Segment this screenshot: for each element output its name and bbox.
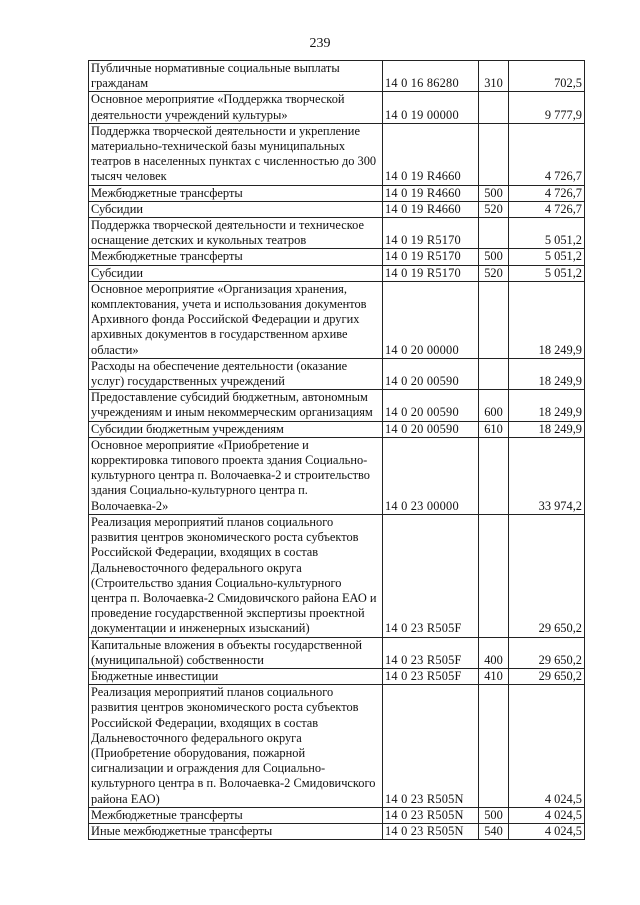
row-vr-cell: 310 bbox=[479, 61, 509, 92]
row-sum-cell: 702,5 bbox=[509, 61, 585, 92]
row-sum-cell: 18 249,9 bbox=[509, 358, 585, 389]
row-sum-cell: 18 249,9 bbox=[509, 390, 585, 421]
row-name-cell: Основное мероприятие «Организация хранения, комплектования, учета и использования документов Архивного фонда Российской Федерации и других архивных документов в государственном архиве области» bbox=[89, 281, 383, 358]
page-number: 239 bbox=[309, 36, 331, 51]
row-sum-cell: 4 024,5 bbox=[509, 807, 585, 823]
table-row bbox=[89, 668, 585, 684]
row-vr-cell: 520 bbox=[479, 265, 509, 281]
row-vr-cell: 500 bbox=[479, 249, 509, 265]
row-vr-cell: 610 bbox=[479, 421, 509, 437]
row-name-cell: Иные межбюджетные трансферты bbox=[89, 823, 383, 839]
row-name-cell: Межбюджетные трансферты bbox=[89, 185, 383, 201]
row-name-cell: Поддержка творческой деятельности и укрепление материально-технической базы муниципальных театров в населенных пунктах с численностью до 300 тысяч человек bbox=[89, 123, 383, 185]
budget-table bbox=[88, 60, 585, 840]
table-row bbox=[89, 390, 585, 421]
row-vr-cell: 500 bbox=[479, 807, 509, 823]
row-vr-cell bbox=[479, 358, 509, 389]
row-code-cell: 14 0 19 R5170 bbox=[383, 218, 479, 249]
row-code-cell: 14 0 23 00000 bbox=[383, 437, 479, 514]
row-code-cell: 14 0 20 00590 bbox=[383, 358, 479, 389]
row-name-cell: Субсидии bbox=[89, 265, 383, 281]
table-row bbox=[89, 437, 585, 514]
row-vr-cell bbox=[479, 218, 509, 249]
row-name-cell: Основное мероприятие «Приобретение и корректировка типового проекта здания Социально-культурного центра п. Волочаевка-2 и строительство здания Социально-культурного центра п. Волочаевка-2» bbox=[89, 437, 383, 514]
row-vr-cell bbox=[479, 685, 509, 808]
row-sum-cell: 4 726,7 bbox=[509, 123, 585, 185]
row-name-cell: Субсидии bbox=[89, 201, 383, 217]
row-sum-cell: 29 650,2 bbox=[509, 514, 585, 637]
table-row bbox=[89, 201, 585, 217]
row-name-cell: Публичные нормативные социальные выплаты гражданам bbox=[89, 61, 383, 92]
table-row bbox=[89, 823, 585, 839]
row-name-cell: Межбюджетные трансферты bbox=[89, 807, 383, 823]
row-sum-cell: 29 650,2 bbox=[509, 668, 585, 684]
table-row bbox=[89, 281, 585, 358]
table-row bbox=[89, 265, 585, 281]
row-vr-cell bbox=[479, 281, 509, 358]
table-row bbox=[89, 218, 585, 249]
row-code-cell: 14 0 23 R505F bbox=[383, 514, 479, 637]
row-sum-cell: 18 249,9 bbox=[509, 281, 585, 358]
row-name-cell: Реализация мероприятий планов социального развития центров экономического роста субъектов Российской Федерации, входящих в состав Дальневосточного федерального округа (Приобретение оборудования, пожарной сигнализации и ограждения для Социально-культурного центра в п. Волочаевка-2 Смидовичского района ЕАО) bbox=[89, 685, 383, 808]
row-name-cell: Реализация мероприятий планов социального развития центров экономического роста субъектов Российской Федерации, входящих в состав Дальневосточного федерального округа (Строительство здания Социально-культурного центра п. Волочаевка-2 Смидовичского района ЕАО и проведение государственной экспертизы проектной документации и инженерных изысканий) bbox=[89, 514, 383, 637]
table-row bbox=[89, 92, 585, 123]
row-code-cell: 14 0 23 R505F bbox=[383, 668, 479, 684]
row-vr-cell: 540 bbox=[479, 823, 509, 839]
table-row bbox=[89, 61, 585, 92]
row-code-cell: 14 0 19 R4660 bbox=[383, 185, 479, 201]
row-sum-cell: 4 726,7 bbox=[509, 185, 585, 201]
row-code-cell: 14 0 23 R505N bbox=[383, 685, 479, 808]
row-name-cell: Расходы на обеспечение деятельности (оказание услуг) государственных учреждений bbox=[89, 358, 383, 389]
row-vr-cell: 400 bbox=[479, 637, 509, 668]
row-code-cell: 14 0 16 86280 bbox=[383, 61, 479, 92]
row-sum-cell: 4 024,5 bbox=[509, 685, 585, 808]
row-sum-cell: 4 726,7 bbox=[509, 201, 585, 217]
table-row bbox=[89, 123, 585, 185]
row-code-cell: 14 0 19 00000 bbox=[383, 92, 479, 123]
budget-table-body bbox=[89, 61, 585, 840]
row-sum-cell: 5 051,2 bbox=[509, 218, 585, 249]
row-sum-cell: 4 024,5 bbox=[509, 823, 585, 839]
row-name-cell: Межбюджетные трансферты bbox=[89, 249, 383, 265]
row-sum-cell: 18 249,9 bbox=[509, 421, 585, 437]
row-vr-cell: 600 bbox=[479, 390, 509, 421]
table-row bbox=[89, 685, 585, 808]
table-row bbox=[89, 637, 585, 668]
row-vr-cell: 410 bbox=[479, 668, 509, 684]
row-code-cell: 14 0 23 R505N bbox=[383, 807, 479, 823]
table-row bbox=[89, 514, 585, 637]
row-code-cell: 14 0 20 00000 bbox=[383, 281, 479, 358]
row-sum-cell: 29 650,2 bbox=[509, 637, 585, 668]
row-sum-cell: 5 051,2 bbox=[509, 249, 585, 265]
row-name-cell: Бюджетные инвестиции bbox=[89, 668, 383, 684]
row-code-cell: 14 0 19 R5170 bbox=[383, 265, 479, 281]
row-vr-cell: 500 bbox=[479, 185, 509, 201]
row-code-cell: 14 0 23 R505N bbox=[383, 823, 479, 839]
row-code-cell: 14 0 19 R4660 bbox=[383, 123, 479, 185]
table-row bbox=[89, 249, 585, 265]
row-sum-cell: 33 974,2 bbox=[509, 437, 585, 514]
row-name-cell: Капитальные вложения в объекты государственной (муниципальной) собственности bbox=[89, 637, 383, 668]
row-code-cell: 14 0 20 00590 bbox=[383, 390, 479, 421]
row-code-cell: 14 0 19 R5170 bbox=[383, 249, 479, 265]
row-name-cell: Основное мероприятие «Поддержка творческой деятельности учреждений культуры» bbox=[89, 92, 383, 123]
row-vr-cell: 520 bbox=[479, 201, 509, 217]
table-row bbox=[89, 807, 585, 823]
row-vr-cell bbox=[479, 123, 509, 185]
table-row bbox=[89, 358, 585, 389]
row-vr-cell bbox=[479, 92, 509, 123]
row-name-cell: Поддержка творческой деятельности и техническое оснащение детских и кукольных театров bbox=[89, 218, 383, 249]
row-name-cell: Предоставление субсидий бюджетным, автономным учреждениям и иным некоммерческим организациям bbox=[89, 390, 383, 421]
table-row bbox=[89, 185, 585, 201]
row-code-cell: 14 0 19 R4660 bbox=[383, 201, 479, 217]
row-vr-cell bbox=[479, 437, 509, 514]
row-sum-cell: 9 777,9 bbox=[509, 92, 585, 123]
row-sum-cell: 5 051,2 bbox=[509, 265, 585, 281]
row-name-cell: Субсидии бюджетным учреждениям bbox=[89, 421, 383, 437]
table-row bbox=[89, 421, 585, 437]
row-code-cell: 14 0 23 R505F bbox=[383, 637, 479, 668]
row-code-cell: 14 0 20 00590 bbox=[383, 421, 479, 437]
row-vr-cell bbox=[479, 514, 509, 637]
